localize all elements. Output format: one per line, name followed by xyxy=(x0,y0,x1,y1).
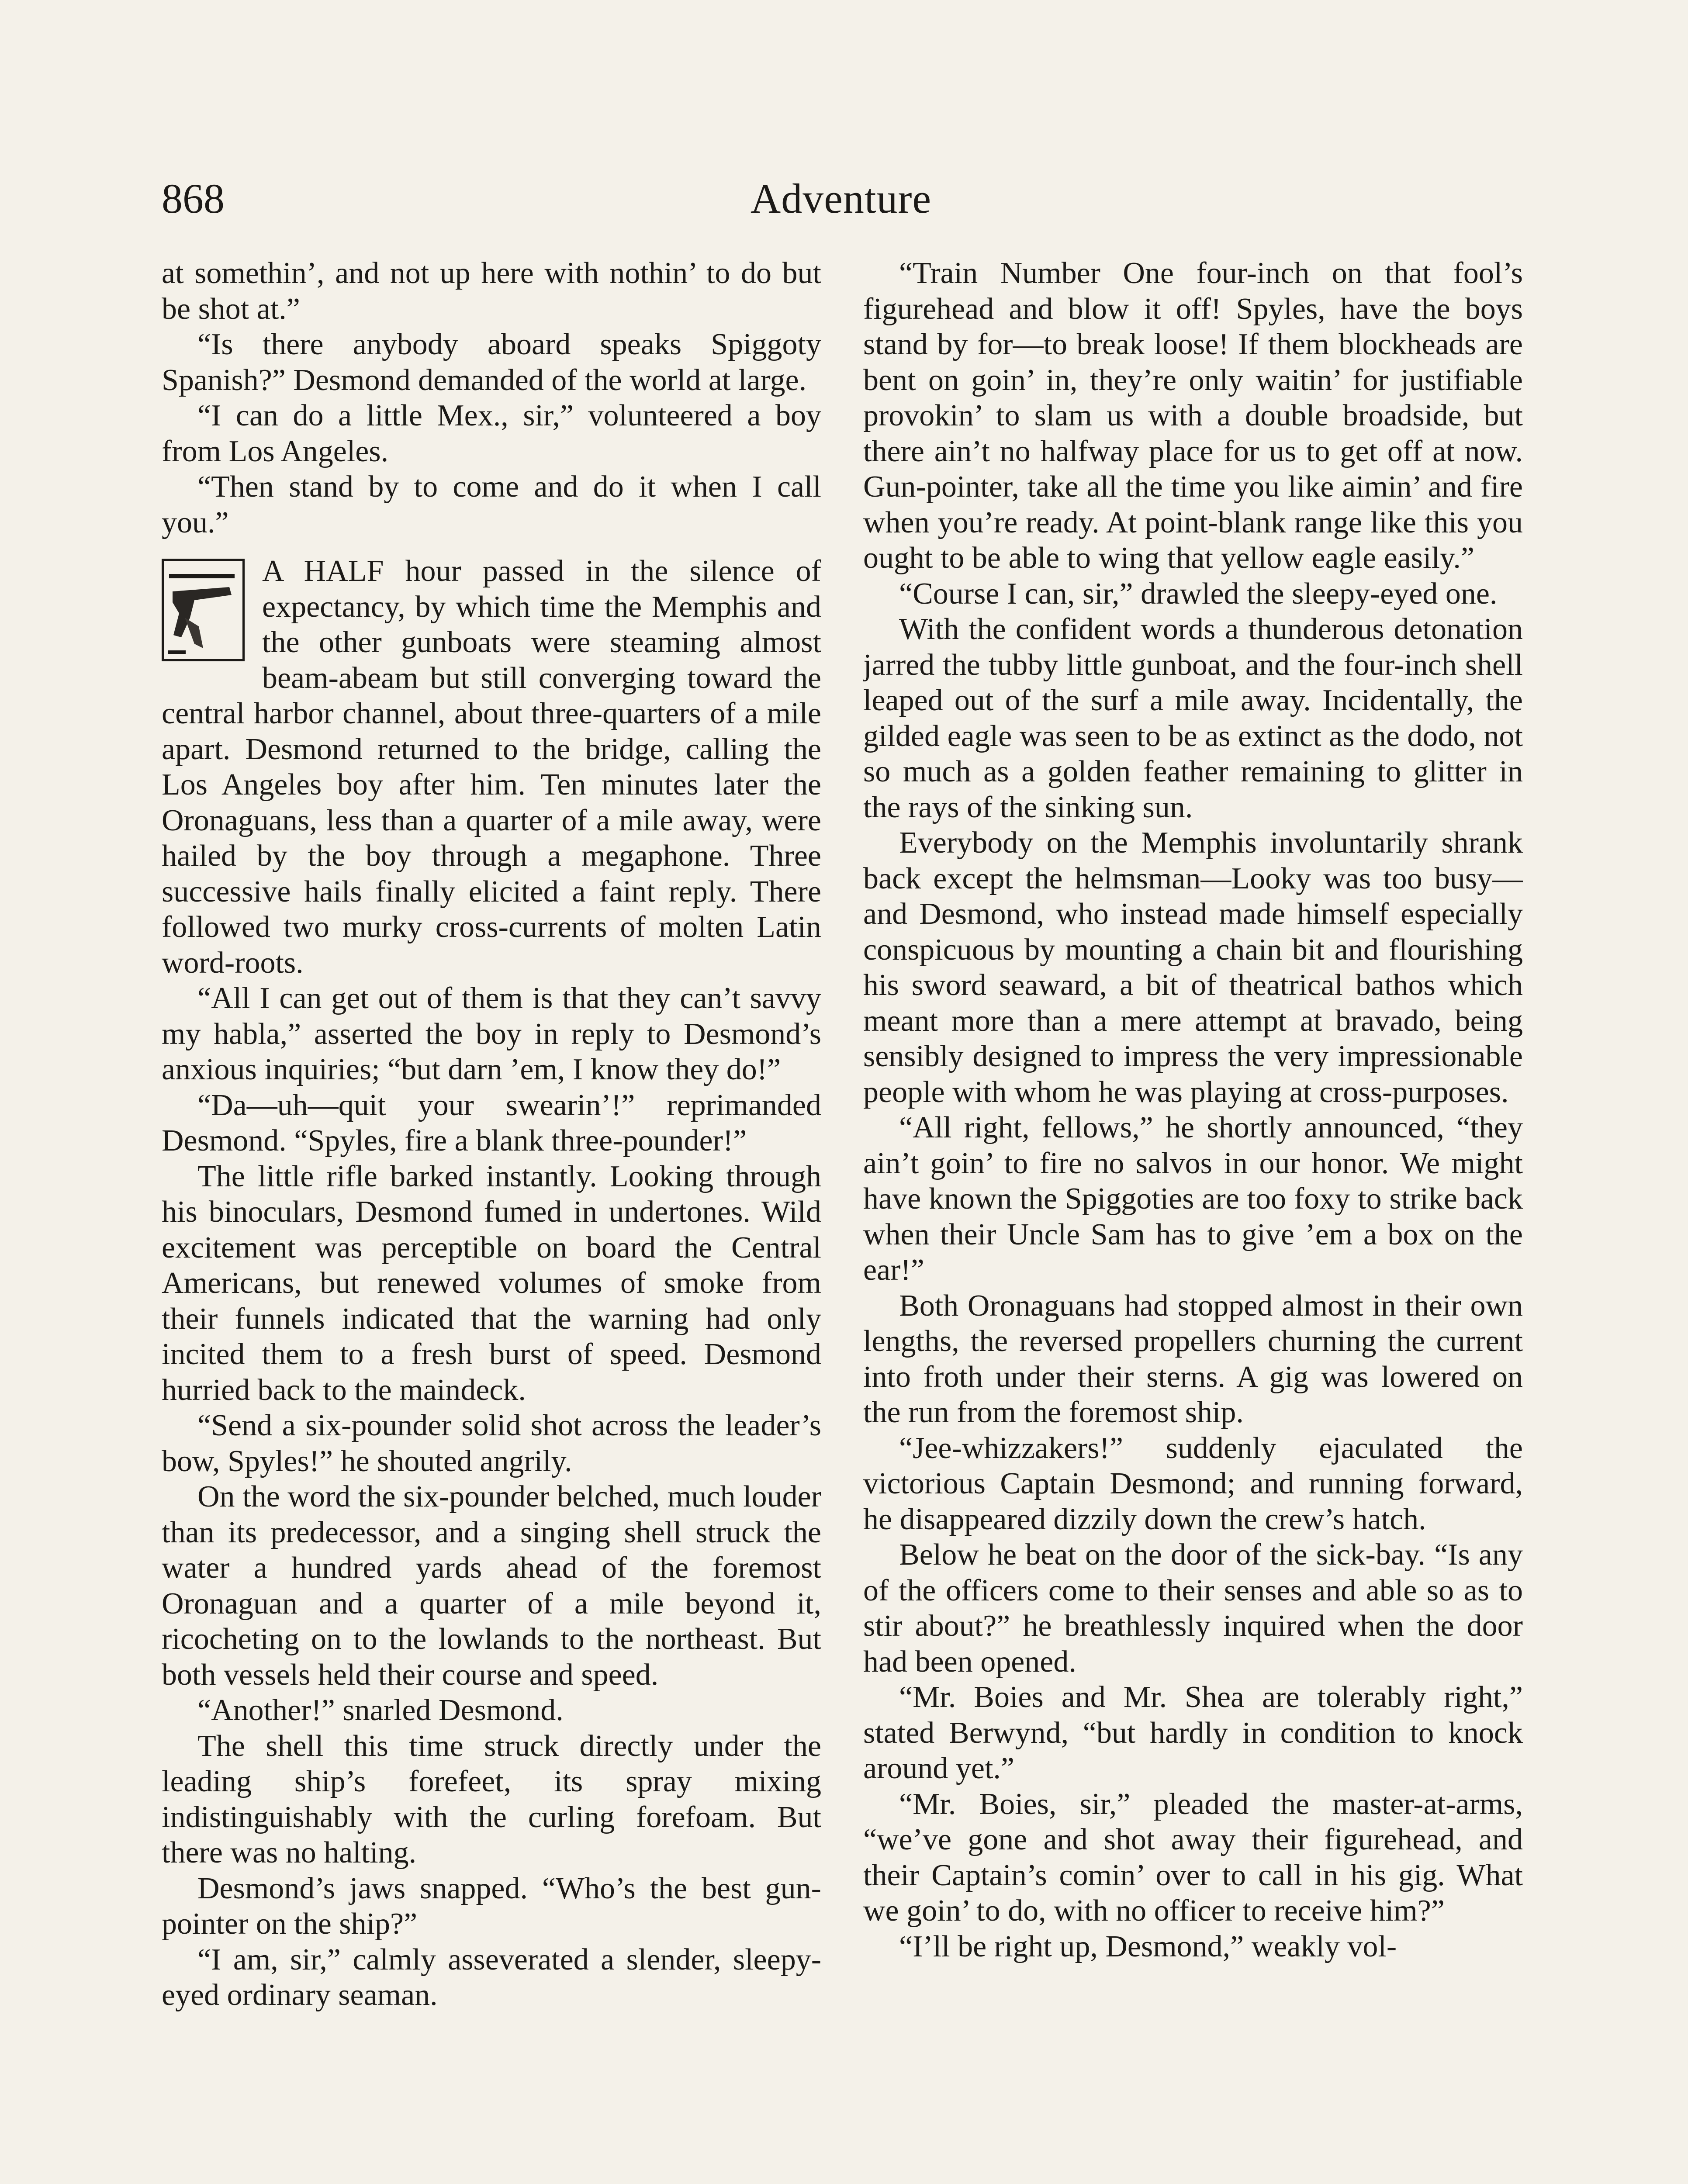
pistol-icon xyxy=(162,559,245,661)
running-title: Adventure xyxy=(750,175,932,222)
paragraph: “Train Number One four-inch on that fool’s figurehead and blow it off! Spyles, have the boys stand by for—to break loose! If them blockheads are bent on goin’ in, they’re only waitin’ for justifiable provokin’ to slam us with a double broadside, but there ain’t no halfway place for us to get off at now. Gun-pointer, take all the time you like aimin’ and fire when you’re ready. At point-blank range like this you ought to be able to wing that yellow eagle easily.” xyxy=(863,256,1523,575)
paragraph: A HALF hour passed in the silence of expectancy, by which time the Memphis and the other gunboats were steaming almost beam-abeam but still converging toward the central harbor channel, about three-quarters of a mile apart. Desmond returned to the bridge, calling the Los Angeles boy after him. Ten minutes later the Oronaguans, less than a quarter of a mile away, were hailed by the boy through a megaphone. Three successive hails finally elicited a faint reply. There followed two murky cross-currents of molten Latin word-roots. xyxy=(162,554,821,980)
paragraph: “Course I can, sir,” drawled the sleepy-eyed one. xyxy=(899,577,1498,611)
page-header xyxy=(162,166,1520,232)
paragraph: Everybody on the Memphis involuntarily shrank back except the helmsman—Looky was too busy—and Desmond, who instead made himself especially conspicuous by mounting a chain bit and flourishing his sword seaward, a bit of theatrical bathos which meant more than a mere attempt at bravado, being sensibly designed to impress the very impressionable people with whom he was playing at cross-purposes. xyxy=(863,826,1523,1109)
paragraph: “Da—uh—quit your swearin’!” reprimanded Desmond. “Spyles, fire a blank three-pounder!” xyxy=(162,1088,821,1158)
paragraph: “Jee-whizzakers!” suddenly ejaculated the victorious Captain Desmond; and running forward, he disappeared dizzily down the crew’s hatch. xyxy=(863,1431,1523,1536)
paragraph: The shell this time struck directly under the leading ship’s forefeet, its spray mixing indistinguishably with the curling forefoam. But there was no halting. xyxy=(162,1729,821,1870)
paragraph: “I can do a little Mex., sir,” volunteered a boy from Los Angeles. xyxy=(162,399,821,468)
paragraph: On the word the six-pounder belched, much louder than its predecessor, and a singing shell struck the water a hundred yards ahead of the foremost Oronaguan and a quarter of a mile beyond it, ricocheting on to the lowlands to the northeast. But both vessels held their course and speed. xyxy=(162,1480,821,1692)
page-number: 868 xyxy=(162,175,225,222)
paragraph: “Send a six-pounder solid shot across the leader’s bow, Spyles!” he shouted angrily. xyxy=(162,1409,821,1478)
paragraph: “All I can get out of them is that they can’t savvy my habla,” asserted the boy in reply to Desmond’s anxious inquiries; “but darn ’em, I know they do!” xyxy=(162,981,821,1086)
right-column xyxy=(863,256,1523,2184)
paragraph: Below he beat on the door of the sick-bay. “Is any of the officers come to their senses and able so as to stir about?” he breathlessly inquired when the door had been opened. xyxy=(863,1538,1523,1679)
paragraph: Both Oronaguans had stopped almost in their own lengths, the reversed propellers churning the current into froth under their sterns. A gig was lowered on the run from the foremost ship. xyxy=(863,1289,1523,1429)
paragraph: “I’ll be right up, Desmond,” weakly vol- xyxy=(899,1929,1397,1963)
paragraph: “Is there anybody aboard speaks Spiggoty Spanish?” Desmond demanded of the world at large. xyxy=(162,328,821,397)
paragraph: “Mr. Boies and Mr. Shea are tolerably right,” stated Berwynd, “but hardly in condition to knock around yet.” xyxy=(863,1680,1523,1785)
paragraph: The little rifle barked instantly. Looking through his binoculars, Desmond fumed in undertones. Wild excitement was perceptible on board the Central Americans, but renewed volumes of smoke from their funnels indicated that the warning had only incited them to a fresh burst of speed. Desmond hurried back to the maindeck. xyxy=(162,1159,821,1407)
paragraph: “Mr. Boies, sir,” pleaded the master-at-arms, “we’ve gone and shot away their figurehead, and their Captain’s comin’ over to call in his gig. What we goin’ to do, with no officer to receive him?” xyxy=(863,1787,1523,1928)
paragraph: “Then stand by to come and do it when I call you.” xyxy=(162,470,821,539)
paragraph: “I am, sir,” calmly asseverated a slender, sleepy-eyed ordinary seaman. xyxy=(162,1942,821,2012)
paragraph: “All right, fellows,” he shortly announced, “they ain’t goin’ to fire no salvos in our honor. We might have known the Spiggoties are too foxy to strike back when their Uncle Sam has to give ’em a box on the ear!” xyxy=(863,1111,1523,1287)
paragraph: “Another!” snarled Desmond. xyxy=(197,1693,564,1727)
paragraph: at somethin’, and not up here with nothin’ to do but be shot at.” xyxy=(162,256,821,326)
paragraph: With the confident words a thunderous detonation jarred the tubby little gunboat, and the four-inch shell leaped out of the surf a mile away. Incidentally, the gilded eagle was seen to be as extinct as the dodo, not so much as a golden feather remaining to glitter in the rays of the sinking sun. xyxy=(863,612,1523,824)
left-column xyxy=(162,256,821,2184)
paragraph: Desmond’s jaws snapped. “Who’s the best gun-pointer on the ship?” xyxy=(162,1871,821,1941)
